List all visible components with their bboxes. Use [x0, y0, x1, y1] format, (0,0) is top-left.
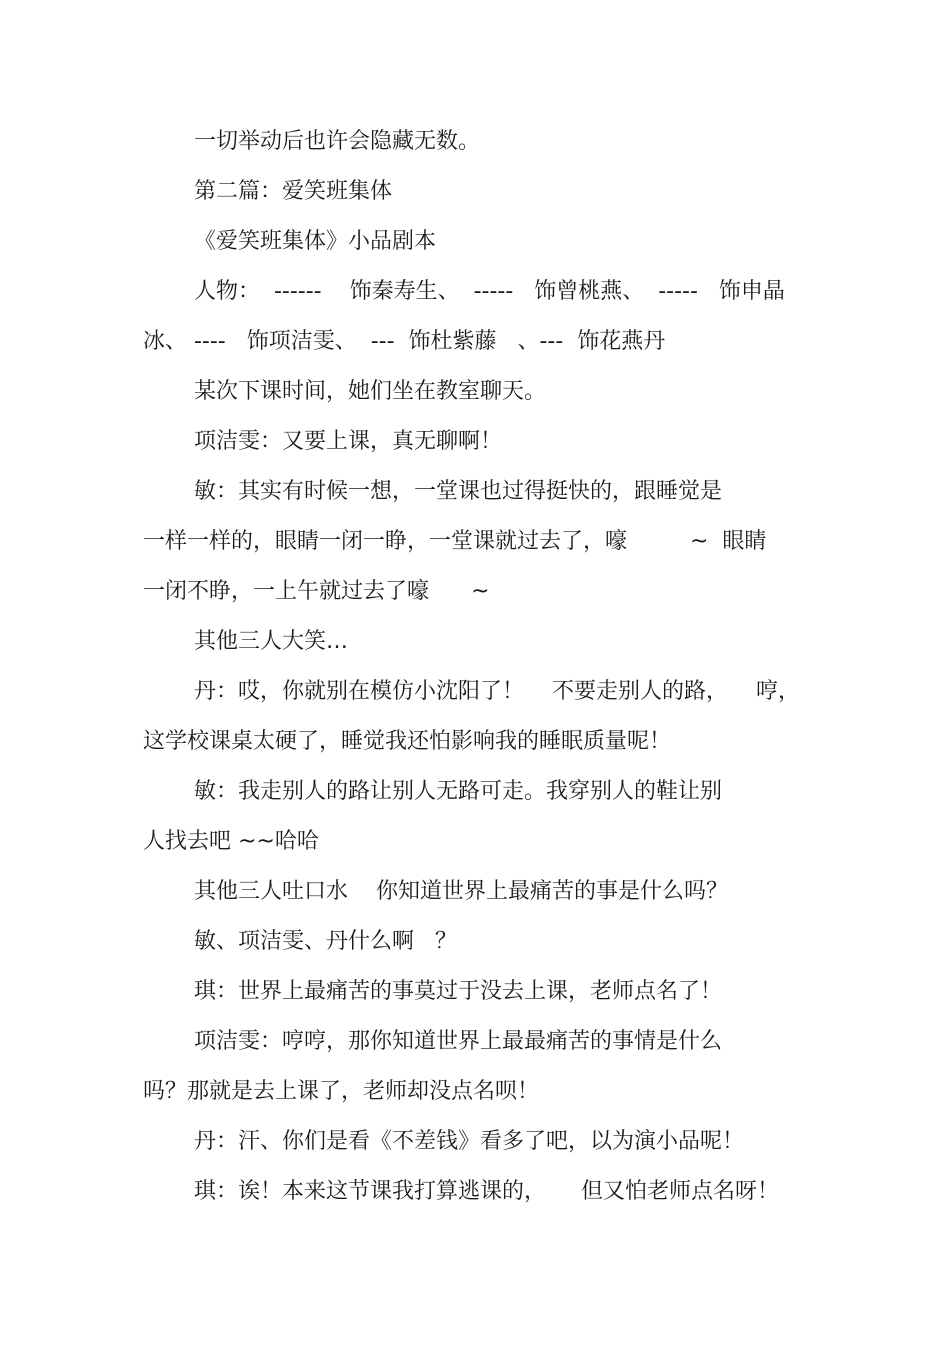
- dialogue-line: 敏：我走别人的路让别人无路可走。我穿别人的鞋让别: [194, 779, 723, 804]
- dialogue-line-continued: 吗？那就是去上课了，老师却没点名呗！: [143, 1079, 540, 1104]
- dialogue-line-continued: 一闭不睁，一上午就过去了嚎 ~: [143, 579, 490, 604]
- dialogue-line: 琪：诶！本来这节课我打算逃课的， 但又怕老师点名呀！: [194, 1179, 779, 1204]
- dialogue-line: 敏、项洁雯、丹什么啊 ？: [194, 929, 457, 954]
- stage-direction: 某次下课时间，她们坐在教室聊天。: [194, 379, 547, 404]
- stage-direction: 其他三人大笑…: [194, 629, 349, 654]
- dialogue-line: 敏：其实有时候一想，一堂课也过得挺快的，跟睡觉是: [194, 479, 723, 504]
- section-heading: 第二篇：爱笑班集体: [194, 179, 393, 204]
- script-title: 《爱笑班集体》小品剧本: [194, 229, 437, 254]
- dialogue-line: 丹：哎，你就别在模仿小沈阳了！ 不要走别人的路， 哼，: [194, 679, 800, 704]
- dialogue-line: 琪：世界上最痛苦的事莫过于没去上课，老师点名了！: [194, 979, 723, 1004]
- dialogue-line: 其他三人吐口水 你知道世界上最痛苦的事是什么吗？: [194, 879, 728, 904]
- dialogue-line-continued: 一样一样的，眼睛一闭一睁，一堂课就过去了，嚎 ~ 眼睛: [143, 529, 767, 554]
- dialogue-line: 项洁雯：哼哼，那你知道世界上最最痛苦的事情是什么: [194, 1029, 723, 1054]
- dialogue-line: 丹：汗、你们是看《不差钱》看多了吧，以为演小品呢！: [194, 1129, 745, 1154]
- dialogue-line-continued: 人找去吧 ~~哈哈: [143, 829, 319, 854]
- cast-line: 人物： ------ 饰秦寿生、 ----- 饰曾桃燕、 ----- 饰申晶: [194, 279, 785, 304]
- text-line: 一切举动后也许会隐藏无数。: [194, 129, 481, 154]
- cast-line-continued: 冰、 ---- 饰项洁雯、 --- 饰杜紫藤 、--- 饰花燕丹: [143, 329, 666, 354]
- dialogue-line-continued: 这学校课桌太硬了，睡觉我还怕影响我的睡眠质量呢！: [143, 729, 672, 754]
- dialogue-line: 项洁雯：又要上课，真无聊啊！: [194, 429, 503, 454]
